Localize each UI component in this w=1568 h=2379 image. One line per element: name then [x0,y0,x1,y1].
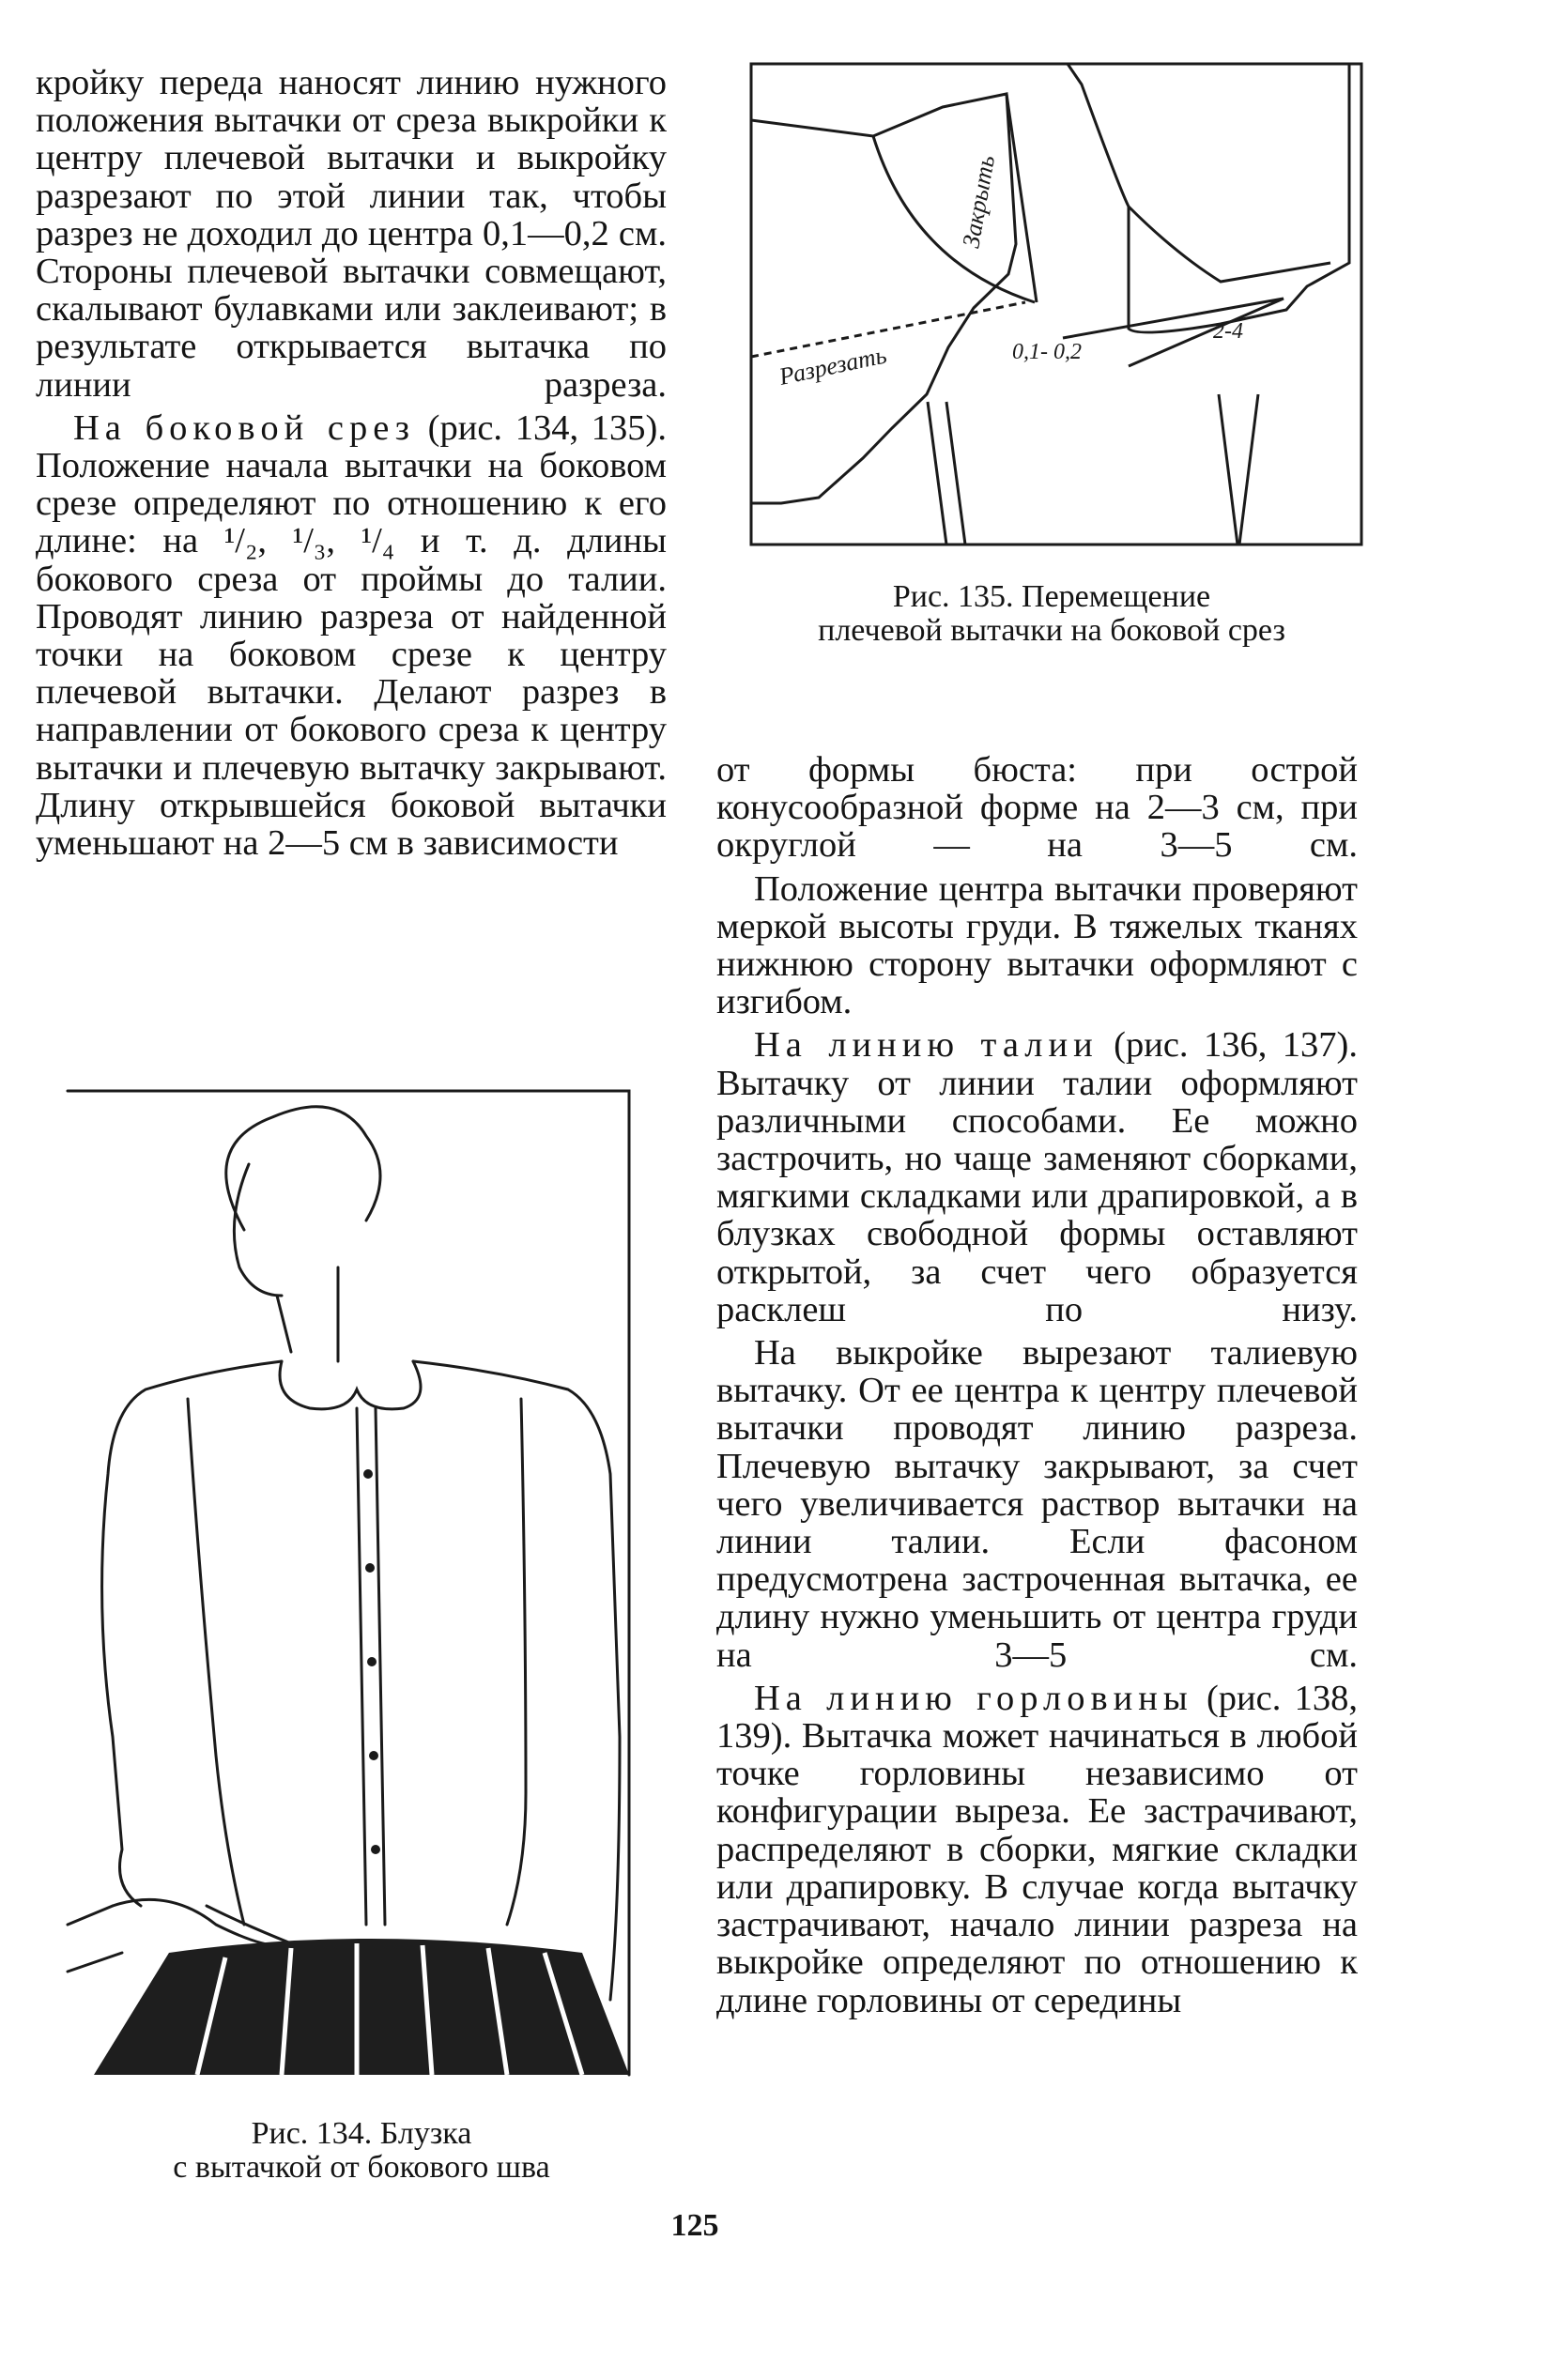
page-number: 125 [670,2208,719,2243]
right-waist-dart [1219,394,1258,545]
label-zakryt: Закрыть [957,153,1001,251]
side-seam-text: (рис. 134, 135). Положение начала вытачки на боковом срезе определяют по отношению к его длине: на ¹/₂, ¹/₃, ¹/₄ и т. д. длины бокового среза от проймы до талии. Проводят линию разреза от найденной точки на боковом срезе к центру плечевой вытачки. Делают разрез в направлении от бокового среза к центру вытачки и плечевую вытачку закрывают. Длину открывшейся боковой вытачки уменьшают на 2—5 см в зависимости [36,407,667,864]
left-cut-line [751,302,1025,357]
collar [280,1361,421,1409]
waist-text: (рис. 136, 137). Вытачку от линии талии оформляют различными способами. Ее можно застрочить, но чаще заменяют сборками, мягкими складками или драпировкой, а в блузках свободной формы оставляют открытой, за счет чего образуется расклеш по низу. [716,1025,1358,1329]
caption-134-line2: с вытачкой от бокового шва [173,2150,550,2185]
pattern-cut-text: На выкройке вырезают талиевую вытачку. От ее центра к центру плечевой вытачки проводят линию разреза. Плечевую вытачку закрывают, за счет чего увеличивается раствор вытачки на линии талии. Если фасоном предусмотрена застроченная вытачка, ее длину нужно уменьшить от центра груди на 3—5 см. [716,1333,1358,1675]
figure-135-pattern-diagram [725,56,1369,563]
paragraph-pattern-cut [716,1334,1358,1674]
dart-center-text: Положение центра вытачки проверяют меркой высоты груди. В тяжелых тканях нижнюю сторону вытачки оформляют с изгибом. [716,868,1358,1022]
left-closing-line [1007,94,1037,302]
right-armhole [1129,207,1330,282]
paragraph-bust-form: от формы бюста: при острой конусообразной форме на 2—3 см, при округлой — на 3—5 см. [716,750,1358,866]
right-side-dart [1063,299,1284,366]
label-razrezat: Разрезать [776,341,889,391]
heading-side-seam: На боковой срез [73,407,415,448]
paragraph-neckline [716,1680,1358,2019]
left-column-text [36,64,667,862]
neckline-text: (рис. 138, 139). Вытачка может начинаться в любой точке горловины независимо от конфигурации выреза. Ее застрачивают, распределяют в сборки, мягкие складки или драпировку. В случае когда вытачку застрачивают, начало линии разреза на выкройке определяют по отношению к длине горловины от середины [716,1678,1359,2020]
neck [277,1267,338,1361]
left-body-side [188,1399,244,1925]
figure-134-blouse-illustration [56,1080,638,2094]
right-body-side [507,1399,526,1925]
paragraph-waist [716,1026,1358,1328]
right-column-text [716,751,1358,2019]
caption-135-line1: Рис. 135. Перемещение [892,579,1211,614]
heading-waist: На линию талии [754,1025,1099,1066]
caption-135-line2: плечевой вытачки на боковой срез [818,613,1285,648]
paragraph-side-seam [36,409,667,862]
cuff-detail [68,1906,122,1972]
right-sleeve [413,1361,620,2000]
hair-outline [226,1107,380,1230]
label-offset: 0,1- 0,2 [1012,340,1082,364]
figure-134-caption [113,2117,610,2185]
caption-134-line1: Рис. 134. Блузка [251,2116,472,2151]
right-pattern-outline [1068,64,1349,332]
placket [357,1408,385,1925]
illustration-frame [68,1091,629,2075]
face-profile [234,1164,282,1296]
paragraph-dart-center [716,870,1358,1021]
label-range: 2-4 [1213,319,1243,344]
heading-neckline: На линию горловины [754,1678,1193,1718]
left-waist-dart [928,402,965,545]
figure-135-caption [742,580,1361,648]
paragraph-intro: кройку переда наносят линию нужного положения вытачки от среза выкройки к центру плечевой вытачки и выкройку разрезают по этой линии так, чтобы разрез не доходил до центра 0,1—0,2 см. Стороны плечевой вытачки совмещают, скалывают булавками или заклеивают; в результате открывается вытачка по линии разреза. [36,63,667,405]
